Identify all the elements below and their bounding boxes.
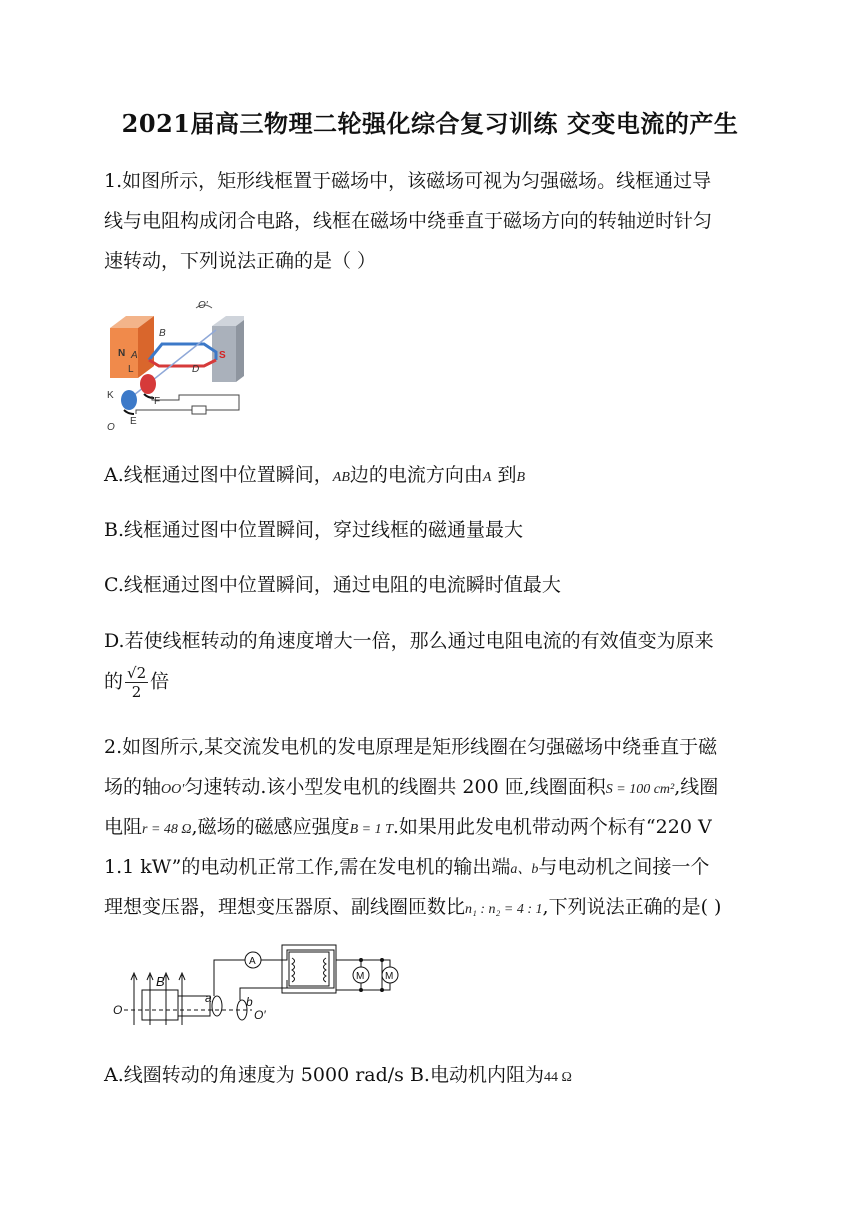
q1-option-a-mid: 边的电流方向由	[349, 464, 483, 486]
label-d: D	[192, 364, 200, 375]
q2-l5-post: ,下列说法正确的是( )	[542, 896, 722, 918]
q1-option-a-point-b: B	[516, 470, 526, 485]
q2-resistance-r: r = 48 Ω	[142, 822, 192, 837]
label-f: F	[154, 396, 161, 407]
q2-option-b: B.电动机内阻为	[409, 1064, 544, 1086]
q1-option-d-continued	[104, 664, 169, 701]
fraction-denominator: 2	[131, 683, 142, 701]
label-b-field: B	[156, 974, 165, 989]
q1-option-b: B.线框通过图中位置瞬间，穿过线框的磁通量最大	[104, 519, 524, 541]
q2-stem-line-2	[104, 772, 718, 799]
label-o: O	[113, 1003, 123, 1017]
label-e: E	[130, 416, 137, 427]
page-title: 2021届高三物理二轮强化综合复习训练 交变电流的产生	[121, 109, 739, 138]
label-b: B	[159, 328, 166, 339]
label-a-terminal: a	[205, 991, 212, 1005]
q2-option-b-value: 44 Ω	[543, 1070, 572, 1085]
q1-option-d-post: 倍	[150, 670, 170, 693]
q1-stem-line-1: 1.如图所示，矩形线框置于磁场中，该磁场可视为匀强磁场。线框通过导	[104, 170, 712, 192]
q2-options-row	[104, 1060, 572, 1087]
sqrt2-over-2-fraction	[125, 664, 148, 701]
q2-l5-pre: 理想变压器，理想变压器原、副线圈匝数比	[104, 896, 466, 918]
q1-option-a-ab: AB	[332, 470, 350, 485]
motor-1-label: M	[356, 971, 365, 982]
label-l: L	[128, 364, 134, 375]
q2-l2-pre: 场的轴	[104, 776, 162, 798]
q2-circuit-figure	[112, 940, 412, 1035]
q2-l2-post: ,线圈	[674, 776, 719, 798]
fraction-numerator: √2	[127, 664, 147, 682]
q2-area-s: S = 100 cm²	[605, 782, 675, 797]
label-a: A	[131, 350, 138, 361]
ammeter-label: A	[249, 956, 256, 967]
q1-option-d-pre: 的	[104, 670, 124, 693]
q1-option-a-point-a: A	[482, 470, 492, 485]
q2-l3-pre: 电阻	[104, 816, 143, 838]
q1-option-d: D.若使线框转动的角速度增大一倍，那么通过电阻电流的有效值变为原来	[104, 630, 714, 652]
q2-l4-post: 与电动机之间接一个	[538, 856, 710, 878]
q2-field-b: B = 1 T	[349, 822, 393, 837]
q1-stem-line-3: 速转动，下列说法正确的是（ ）	[104, 250, 377, 272]
q1-option-c: C.线框通过图中位置瞬间，通过电阻的电流瞬时值最大	[104, 574, 561, 596]
q2-stem-line-1: 2.如图所示,某交流发电机的发电原理是矩形线圈在匀强磁场中绕垂直于磁	[104, 736, 718, 758]
q2-axis-oo: OO′	[161, 782, 185, 797]
q1-option-a-to: 到	[491, 464, 517, 486]
q2-stem-line-3	[104, 812, 712, 839]
motor-2-label: M	[385, 971, 394, 982]
q2-l2-mid: 匀速转动.该小型发电机的线圈共 200 匝,线圈面积	[184, 776, 606, 798]
q1-generator-figure	[104, 300, 244, 435]
q2-stem-line-4	[104, 852, 709, 879]
q2-l3-post: .如果用此发电机带动两个标有“220 V	[392, 816, 712, 838]
label-o: O	[107, 422, 115, 433]
q2-option-a: A.线圈转动的角速度为 5000 rad/s	[104, 1064, 404, 1086]
q1-option-a-text: A.线框通过图中位置瞬间，	[104, 464, 333, 486]
q2-terminals-ab: a、b	[510, 862, 539, 877]
label-k: K	[107, 390, 114, 401]
magnet-n-label: N	[118, 348, 126, 359]
q2-stem-line-5	[104, 892, 721, 919]
label-o-prime: O′	[198, 300, 208, 311]
q1-stem-line-2: 线与电阻构成闭合电路，线框在磁场中绕垂直于磁场方向的转轴逆时针匀	[104, 210, 713, 232]
q2-l4-pre: 1.1 kW”的电动机正常工作,需在发电机的输出端	[104, 856, 511, 878]
magnet-s-label: S	[219, 350, 226, 361]
q1-option-a	[104, 460, 525, 487]
label-o-prime: O′	[254, 1008, 266, 1022]
label-b-terminal: b	[246, 995, 253, 1009]
q2-turns-ratio: n₁ : n₂ = 4 : 1	[465, 902, 543, 917]
q2-l3-mid: ,磁场的磁感应强度	[191, 816, 350, 838]
